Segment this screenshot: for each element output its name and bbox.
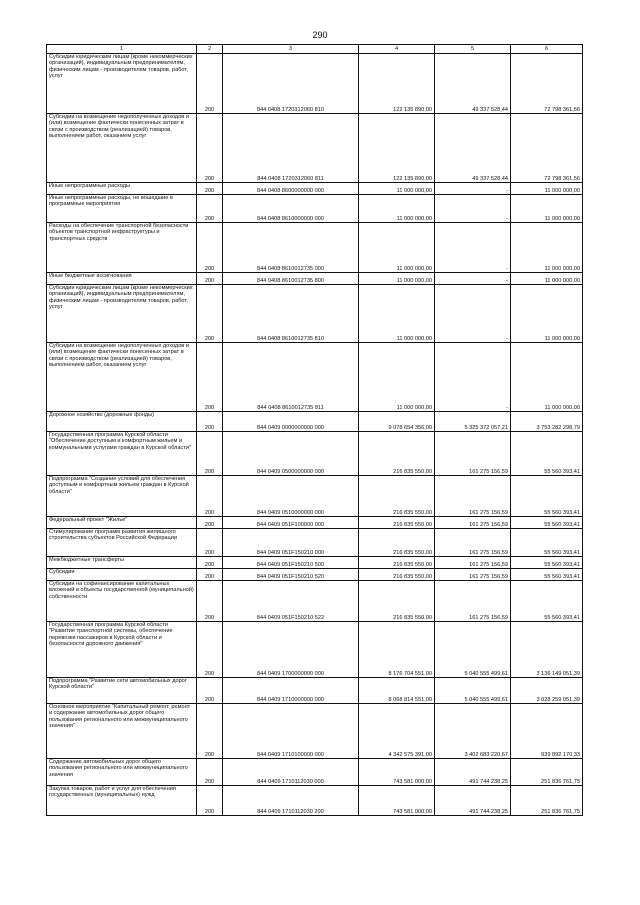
row-approved-value-cell: 743 581 000,00 — [359, 786, 435, 816]
row-remaining-value-cell: 55 560 393,41 — [511, 476, 583, 517]
row-name-cell: Государственная программа Курской области "Развитие транспортной системы, обеспечение перевозки пассажиров в Курской области и безопасности дорожного движения" — [47, 622, 197, 678]
row-ved-cell: 200 — [197, 569, 223, 581]
row-executed-value-cell: 491 744 238,25 — [435, 786, 511, 816]
row-name-cell: Государственная программа Курской области "Обеспечение доступным и комфортным жильем и коммунальными услугами граждан в Курской области" — [47, 432, 197, 476]
row-remaining-value-cell: 11 000 000,00 — [511, 343, 583, 412]
row-approved-value-cell: 11 000 000,00 — [359, 343, 435, 412]
row-approved-value-cell: 216 835 550,00 — [359, 432, 435, 476]
row-remaining-value-cell: 3 753 282 298,79 — [511, 412, 583, 432]
row-approved-value-cell: 122 135 890,00 — [359, 54, 435, 114]
row-approved-value-cell: 4 342 575 391,00 — [359, 704, 435, 759]
row-name-cell: Иные бюджетные ассигнования — [47, 273, 197, 285]
table-row — [47, 273, 583, 285]
row-name-cell: Подпрограмма "Создание условий для обеспечения доступным и комфортным жильем граждан в Курской области" — [47, 476, 197, 517]
table-row — [47, 759, 583, 786]
row-remaining-value-cell: 55 560 393,41 — [511, 557, 583, 569]
row-ved-cell: 200 — [197, 517, 223, 529]
row-executed-value-cell: 49 337 528,44 — [435, 114, 511, 183]
row-approved-value-cell: 9 078 654 356,00 — [359, 412, 435, 432]
table-row — [47, 622, 583, 678]
row-code-cell: 844 0409 0500000000 000 — [223, 432, 359, 476]
table-row — [47, 517, 583, 529]
row-remaining-value-cell: 3 136 149 051,39 — [511, 622, 583, 678]
row-code-cell: 844 0409 0000000000 000 — [223, 412, 359, 432]
row-ved-cell: 200 — [197, 114, 223, 183]
row-code-cell: 844 0409 0510000000 000 — [223, 476, 359, 517]
row-executed-value-cell: - — [435, 285, 511, 343]
page-number: 290 — [312, 30, 328, 40]
table-row — [47, 678, 583, 704]
row-name-cell: Закупка товаров, работ и услуг для обеспечения государственных (муниципальных) нужд — [47, 786, 197, 816]
row-executed-value-cell: 161 275 156,59 — [435, 476, 511, 517]
row-executed-value-cell: - — [435, 183, 511, 195]
row-remaining-value-cell: 55 560 393,41 — [511, 569, 583, 581]
row-remaining-value-cell: 11 000 000,00 — [511, 223, 583, 273]
row-approved-value-cell: 11 000 000,00 — [359, 223, 435, 273]
table-row — [47, 557, 583, 569]
row-remaining-value-cell: 939 892 170,33 — [511, 704, 583, 759]
table-header-row — [47, 45, 583, 54]
row-name-cell: Стимулирование программ развития жилищного строительства субъектов Российской Федерации — [47, 529, 197, 557]
row-executed-value-cell: - — [435, 343, 511, 412]
column-header: 2 — [197, 45, 223, 54]
table-row — [47, 786, 583, 816]
row-name-cell: Иные непрограммные расходы — [47, 183, 197, 195]
row-executed-value-cell: 491 744 238,25 — [435, 759, 511, 786]
row-approved-value-cell: 122 135 890,00 — [359, 114, 435, 183]
row-code-cell: 844 0408 8610012735 811 — [223, 343, 359, 412]
row-name-cell: Субсидии юридическим лицам (кроме некоммерческих организаций), индивидуальным предпринимателям, физическим лицам - производителям товаров, работ, услуг — [47, 54, 197, 114]
table-row — [47, 223, 583, 273]
row-name-cell: Субсидии юридическим лицам (кроме некоммерческих организаций), индивидуальным предпринимателям, физическим лицам - производителям товаров, работ, услуг — [47, 285, 197, 343]
row-remaining-value-cell: 72 798 361,56 — [511, 114, 583, 183]
row-approved-value-cell: 216 835 550,00 — [359, 476, 435, 517]
row-executed-value-cell: 49 337 528,44 — [435, 54, 511, 114]
row-name-cell: Субсидии на возмещение недополученных доходов и (или) возмещение фактически понесенных затрат в связи с производством (реализацией) товаров, выполнением работ, оказанием услуг — [47, 343, 197, 412]
row-ved-cell: 200 — [197, 557, 223, 569]
row-executed-value-cell: 5 325 372 057,21 — [435, 412, 511, 432]
row-name-cell: Субсидии — [47, 569, 197, 581]
row-remaining-value-cell: 55 560 393,41 — [511, 529, 583, 557]
table-row — [47, 343, 583, 412]
row-code-cell: 844 0409 1710112030 000 — [223, 759, 359, 786]
row-executed-value-cell: - — [435, 223, 511, 273]
row-code-cell: 844 0409 051F150210 520 — [223, 569, 359, 581]
table-row — [47, 114, 583, 183]
row-code-cell: 844 0408 8610012735 800 — [223, 273, 359, 285]
row-remaining-value-cell: 11 000 000,00 — [511, 285, 583, 343]
row-approved-value-cell: 11 000 000,00 — [359, 183, 435, 195]
row-code-cell: 844 0409 051F150210 522 — [223, 581, 359, 622]
row-remaining-value-cell: 11 000 000,00 — [511, 195, 583, 223]
row-remaining-value-cell: 55 560 393,41 — [511, 581, 583, 622]
row-approved-value-cell: 216 835 550,00 — [359, 529, 435, 557]
table-row — [47, 183, 583, 195]
row-name-cell: Подпрограмма "Развитие сети автомобильных дорог Курской области" — [47, 678, 197, 704]
row-ved-cell: 200 — [197, 412, 223, 432]
row-executed-value-cell: 161 275 156,59 — [435, 581, 511, 622]
row-approved-value-cell: 216 835 550,00 — [359, 517, 435, 529]
table-row — [47, 476, 583, 517]
column-header: 1 — [47, 45, 197, 54]
column-header: 5 — [435, 45, 511, 54]
row-executed-value-cell: - — [435, 273, 511, 285]
row-ved-cell: 200 — [197, 273, 223, 285]
row-ved-cell: 200 — [197, 195, 223, 223]
row-name-cell: Содержание автомобильных дорог общего пользования регионального или межмуниципального значения — [47, 759, 197, 786]
row-ved-cell: 200 — [197, 759, 223, 786]
row-remaining-value-cell: 55 560 393,41 — [511, 432, 583, 476]
table-row — [47, 569, 583, 581]
row-code-cell: 844 0408 8610012735 810 — [223, 285, 359, 343]
row-executed-value-cell: 161 275 156,59 — [435, 432, 511, 476]
row-code-cell: 844 0409 1700000000 000 — [223, 622, 359, 678]
row-ved-cell: 200 — [197, 285, 223, 343]
table-row — [47, 529, 583, 557]
row-executed-value-cell: 5 040 555 499,61 — [435, 622, 511, 678]
row-approved-value-cell: 216 835 550,00 — [359, 581, 435, 622]
row-code-cell: 844 0409 1710000000 000 — [223, 678, 359, 704]
row-name-cell: Расходы на обеспечение транспортной безопасности объектов транспортной инфраструктуры и транспортных средств — [47, 223, 197, 273]
row-code-cell: 844 0409 1710112030 200 — [223, 786, 359, 816]
column-header: 3 — [223, 45, 359, 54]
row-ved-cell: 200 — [197, 529, 223, 557]
row-remaining-value-cell: 11 000 000,00 — [511, 183, 583, 195]
row-ved-cell: 200 — [197, 343, 223, 412]
row-ved-cell: 200 — [197, 223, 223, 273]
row-approved-value-cell: 11 000 000,00 — [359, 195, 435, 223]
row-code-cell: 844 0408 8610012735 000 — [223, 223, 359, 273]
table-row — [47, 581, 583, 622]
row-remaining-value-cell: 251 836 761,75 — [511, 759, 583, 786]
row-executed-value-cell: 161 275 156,59 — [435, 557, 511, 569]
row-ved-cell: 200 — [197, 622, 223, 678]
row-approved-value-cell: 8 176 704 551,00 — [359, 622, 435, 678]
row-executed-value-cell: 161 275 156,59 — [435, 529, 511, 557]
row-name-cell: Основное мероприятие "Капитальный ремонт, ремонт и содержание автомобильных дорог общего пользования регионального или межмуниципального значения" — [47, 704, 197, 759]
row-approved-value-cell: 11 000 000,00 — [359, 273, 435, 285]
row-name-cell: Федеральный проект "Жилье" — [47, 517, 197, 529]
row-approved-value-cell: 216 835 550,00 — [359, 557, 435, 569]
row-ved-cell: 200 — [197, 432, 223, 476]
table-row — [47, 54, 583, 114]
row-approved-value-cell: 216 835 550,00 — [359, 569, 435, 581]
row-executed-value-cell: 161 275 156,59 — [435, 517, 511, 529]
table-row — [47, 432, 583, 476]
row-name-cell: Субсидии на софинансирование капитальных вложений в объекты государственной (муниципальной) собственности — [47, 581, 197, 622]
budget-table — [46, 44, 583, 816]
row-name-cell: Субсидии на возмещение недополученных доходов и (или) возмещение фактически понесенных затрат в связи с производством (реализацией) товаров, выполнением работ, оказанием услуг — [47, 114, 197, 183]
row-code-cell: 844 0409 051F150210 000 — [223, 529, 359, 557]
table-row — [47, 285, 583, 343]
row-code-cell: 844 0409 051F100000 000 — [223, 517, 359, 529]
row-approved-value-cell: 8 068 814 551,00 — [359, 678, 435, 704]
row-ved-cell: 200 — [197, 476, 223, 517]
table-row — [47, 412, 583, 432]
row-approved-value-cell: 743 581 000,00 — [359, 759, 435, 786]
row-executed-value-cell: 3 402 683 220,67 — [435, 704, 511, 759]
row-ved-cell: 200 — [197, 786, 223, 816]
row-code-cell: 844 0408 1720312060 810 — [223, 54, 359, 114]
row-code-cell: 844 0409 051F150210 500 — [223, 557, 359, 569]
column-header: 6 — [511, 45, 583, 54]
row-ved-cell: 200 — [197, 183, 223, 195]
row-executed-value-cell: - — [435, 195, 511, 223]
row-remaining-value-cell: 55 560 393,41 — [511, 517, 583, 529]
row-executed-value-cell: 5 040 555 499,61 — [435, 678, 511, 704]
row-code-cell: 844 0408 8600000000 000 — [223, 183, 359, 195]
row-code-cell: 844 0408 8610000000 000 — [223, 195, 359, 223]
row-name-cell: Дорожное хозяйство (дорожные фонды) — [47, 412, 197, 432]
row-code-cell: 844 0408 1720312060 811 — [223, 114, 359, 183]
column-header: 4 — [359, 45, 435, 54]
row-remaining-value-cell: 72 798 361,56 — [511, 54, 583, 114]
row-code-cell: 844 0409 1710100000 000 — [223, 704, 359, 759]
row-remaining-value-cell: 251 836 761,75 — [511, 786, 583, 816]
row-name-cell: Иные непрограммные расходы, не вошедшие в программные мероприятия — [47, 195, 197, 223]
row-ved-cell: 200 — [197, 581, 223, 622]
row-ved-cell: 200 — [197, 704, 223, 759]
row-ved-cell: 200 — [197, 54, 223, 114]
row-remaining-value-cell: 11 000 000,00 — [511, 273, 583, 285]
table-row — [47, 704, 583, 759]
row-ved-cell: 200 — [197, 678, 223, 704]
row-executed-value-cell: 161 275 156,59 — [435, 569, 511, 581]
row-remaining-value-cell: 3 028 259 051,39 — [511, 678, 583, 704]
table-row — [47, 195, 583, 223]
row-approved-value-cell: 11 000 000,00 — [359, 285, 435, 343]
row-name-cell: Межбюджетные трансферты — [47, 557, 197, 569]
